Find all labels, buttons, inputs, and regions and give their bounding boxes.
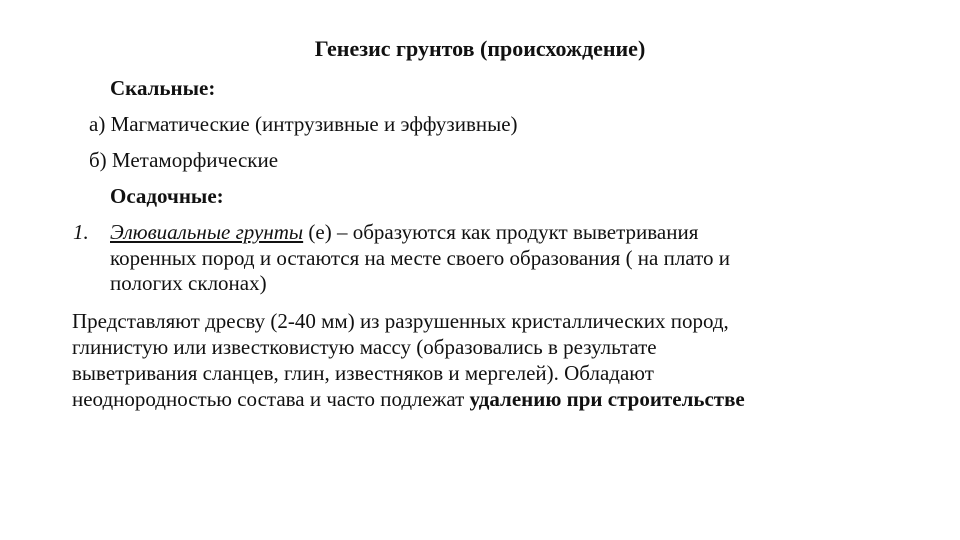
paragraph-line4: неоднородностью состава и часто подлежат bbox=[72, 387, 470, 411]
item-text-line1: (е) – образуются как продукт выветривания bbox=[303, 220, 699, 244]
slide-title: Генезис грунтов (происхождение) bbox=[314, 36, 646, 61]
description-paragraph bbox=[72, 308, 872, 412]
emphasis-removal: удалению при строительстве bbox=[469, 387, 745, 411]
rocky-item-a: а) Магматические (интрузивные и эффузивные) bbox=[89, 112, 518, 136]
list-item bbox=[110, 220, 840, 297]
term-eluvial: Элювиальные грунты bbox=[110, 220, 304, 244]
rocky-item-b: б) Метаморфические bbox=[89, 148, 279, 172]
sedimentary-heading: Осадочные: bbox=[110, 184, 224, 208]
rocky-heading: Скальные: bbox=[110, 76, 216, 100]
item-text-line3: пологих склонах) bbox=[110, 271, 267, 295]
paragraph-line2: глинистую или известковистую массу (образовались в результате bbox=[72, 335, 657, 359]
paragraph-line1: Представляют дресву (2-40 мм) из разрушенных кристаллических пород, bbox=[72, 309, 729, 333]
item-text-line2: коренных пород и остаются на месте своего образования ( на плато и bbox=[110, 245, 731, 270]
paragraph-line3: выветривания сланцев, глин, известняков и мергелей). Обладают bbox=[72, 361, 654, 385]
list-number: 1. bbox=[73, 220, 89, 244]
